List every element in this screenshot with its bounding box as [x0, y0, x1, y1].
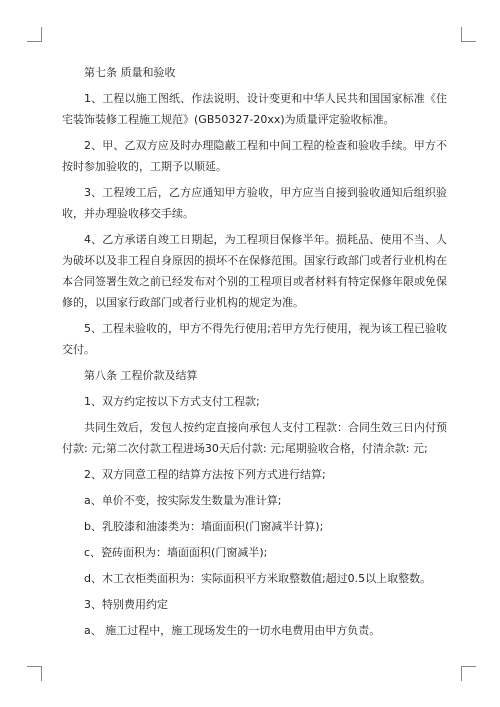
- paragraph-early-use: 5、工程未验收的，甲方不得先行使用;若甲方先行使用，视为该工程已验收交付。: [62, 322, 447, 356]
- document-body: [62, 62, 447, 646]
- list-item-tile-area: c、瓷砖面积为：墙面面积(门窗减半);: [84, 546, 268, 559]
- crop-mark-bottom-left: [27, 666, 42, 681]
- paragraph-payment-method: 1、双方约定按以下方式支付工程款;: [84, 395, 260, 408]
- crop-mark-top-left: [27, 27, 42, 42]
- crop-mark-bottom-right: [461, 666, 476, 681]
- paragraph-settlement-method: 2、双方同意工程的结算方法按下列方式进行结算;: [84, 468, 326, 481]
- paragraph-payment-schedule: 共同生效后，发包人按约定直接向承包人支付工程款：合同生效三日内付预付款: 元;第二次付款工程进场30天后付款: 元;尾期验收合格，付清余款: 元;: [62, 421, 447, 455]
- crop-mark-top-right: [461, 27, 476, 42]
- paragraph-special-fees: 3、特别费用约定: [84, 598, 168, 611]
- list-item-utilities: a、 施工过程中，施工现场发生的一切水电费用由甲方负责。: [84, 624, 381, 637]
- paragraph-hidden-works-inspection: 2、甲、乙双方应及时办理隐蔽工程和中间工程的检查和验收手续。甲方不按时参加验收的，工期予以顺延。: [62, 139, 447, 173]
- list-item-wardrobe-area: d、木工衣柜类面积为：实际面积平方米取整数值;超过0.5以上取整数。: [84, 572, 432, 585]
- list-item-paint-area: b、乳胶漆和油漆类为：墙面面积(门窗减半计算);: [84, 520, 324, 533]
- paragraph-quality-standard: 1、工程以施工图纸、作法说明、设计变更和中华人民共和国国家标准《住宅装饰装修工程施工规范》(GB50327-20xx)为质量评定验收标准。: [62, 92, 447, 126]
- section-heading-article-7: 第七条 质量和验收: [84, 66, 176, 79]
- list-item-unit-price: a、单价不变，按实际发生数量为准计算;: [84, 494, 282, 507]
- paragraph-warranty: 4、乙方承诺自竣工日期起，为工程项目保修半年。损耗品、使用不当、人为破坏以及非工程自身原因的损坏不在保修范围。国家行政部门或者行业机构在本合同签署生效之前已经发布对个别的工程项目或者材料有特定保修年限或免保修的，以国家行政部门或者行业机构的规定为准。: [62, 233, 447, 309]
- section-heading-article-8: 第八条 工程价款及结算: [84, 369, 198, 382]
- paragraph-completion-acceptance: 3、工程竣工后，乙方应通知甲方验收，甲方应当自接到验收通知后组织验收，并办理验收移交手续。: [62, 186, 447, 220]
